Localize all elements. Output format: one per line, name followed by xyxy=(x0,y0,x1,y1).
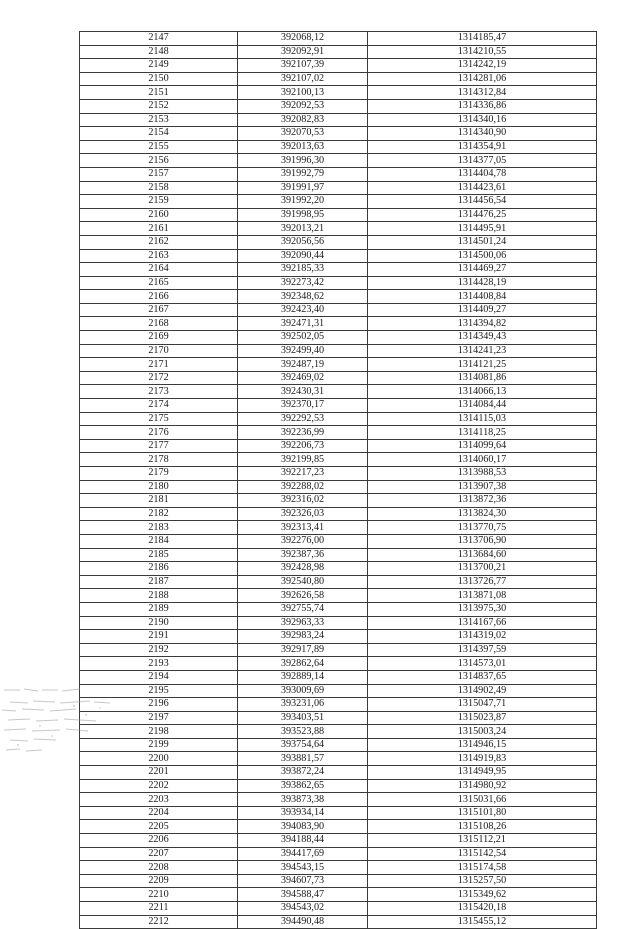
table-row xyxy=(80,72,597,86)
table-row xyxy=(80,793,597,807)
y-coordinate-cell: 1315142,54 xyxy=(368,847,597,861)
table-row xyxy=(80,439,597,453)
table-row xyxy=(80,86,597,100)
y-coordinate-cell: 1314500,06 xyxy=(368,249,597,263)
table-row xyxy=(80,358,597,372)
point-number-cell: 2179 xyxy=(80,467,238,481)
y-coordinate-cell: 1314409,27 xyxy=(368,303,597,317)
y-coordinate-cell: 1315174,58 xyxy=(368,861,597,875)
point-number-cell: 2148 xyxy=(80,45,238,59)
table-row xyxy=(80,32,597,46)
y-coordinate-cell: 1314099,64 xyxy=(368,439,597,453)
x-coordinate-cell: 393754,64 xyxy=(238,738,368,752)
point-number-cell: 2158 xyxy=(80,181,238,195)
point-number-cell: 2147 xyxy=(80,32,238,46)
x-coordinate-cell: 393862,65 xyxy=(238,779,368,793)
point-number-cell: 2186 xyxy=(80,562,238,576)
table-row xyxy=(80,820,597,834)
point-number-cell: 2168 xyxy=(80,317,238,331)
table-row xyxy=(80,602,597,616)
y-coordinate-cell: 1314919,83 xyxy=(368,752,597,766)
x-coordinate-cell: 392316,02 xyxy=(238,494,368,508)
x-coordinate-cell: 392469,02 xyxy=(238,371,368,385)
table-row xyxy=(80,616,597,630)
y-coordinate-cell: 1314336,86 xyxy=(368,99,597,113)
point-number-cell: 2178 xyxy=(80,453,238,467)
y-coordinate-cell: 1314902,49 xyxy=(368,684,597,698)
y-coordinate-cell: 1315455,12 xyxy=(368,915,597,929)
table-row xyxy=(80,453,597,467)
y-coordinate-cell: 1315349,62 xyxy=(368,888,597,902)
table-row xyxy=(80,467,597,481)
point-number-cell: 2199 xyxy=(80,738,238,752)
table-row xyxy=(80,902,597,916)
point-number-cell: 2208 xyxy=(80,861,238,875)
x-coordinate-cell: 394588,47 xyxy=(238,888,368,902)
table-row xyxy=(80,59,597,73)
point-number-cell: 2209 xyxy=(80,874,238,888)
y-coordinate-cell: 1314394,82 xyxy=(368,317,597,331)
y-coordinate-cell: 1313770,75 xyxy=(368,521,597,535)
point-number-cell: 2176 xyxy=(80,426,238,440)
y-coordinate-cell: 1315108,26 xyxy=(368,820,597,834)
x-coordinate-cell: 392626,58 xyxy=(238,589,368,603)
y-coordinate-cell: 1315003,24 xyxy=(368,725,597,739)
table-row xyxy=(80,317,597,331)
table-row xyxy=(80,222,597,236)
y-coordinate-cell: 1314118,25 xyxy=(368,426,597,440)
x-coordinate-cell: 392107,39 xyxy=(238,59,368,73)
x-coordinate-cell: 391996,30 xyxy=(238,154,368,168)
table-row xyxy=(80,657,597,671)
point-number-cell: 2190 xyxy=(80,616,238,630)
x-coordinate-cell: 392013,21 xyxy=(238,222,368,236)
table-row xyxy=(80,507,597,521)
table-row xyxy=(80,263,597,277)
table-row xyxy=(80,195,597,209)
point-number-cell: 2172 xyxy=(80,371,238,385)
point-number-cell: 2163 xyxy=(80,249,238,263)
table-row xyxy=(80,888,597,902)
x-coordinate-cell: 392313,41 xyxy=(238,521,368,535)
x-coordinate-cell: 392107,02 xyxy=(238,72,368,86)
table-row xyxy=(80,208,597,222)
point-number-cell: 2192 xyxy=(80,643,238,657)
y-coordinate-cell: 1314349,43 xyxy=(368,331,597,345)
y-coordinate-cell: 1314281,06 xyxy=(368,72,597,86)
point-number-cell: 2180 xyxy=(80,480,238,494)
table-row xyxy=(80,494,597,508)
point-number-cell: 2189 xyxy=(80,602,238,616)
y-coordinate-cell: 1314949,95 xyxy=(368,766,597,780)
table-row xyxy=(80,589,597,603)
table-row xyxy=(80,154,597,168)
y-coordinate-cell: 1313975,30 xyxy=(368,602,597,616)
table-row xyxy=(80,738,597,752)
table-row xyxy=(80,99,597,113)
x-coordinate-cell: 392082,83 xyxy=(238,113,368,127)
table-row xyxy=(80,711,597,725)
y-coordinate-cell: 1314084,44 xyxy=(368,399,597,413)
point-number-cell: 2201 xyxy=(80,766,238,780)
point-number-cell: 2149 xyxy=(80,59,238,73)
y-coordinate-cell: 1314980,92 xyxy=(368,779,597,793)
x-coordinate-cell: 394490,48 xyxy=(238,915,368,929)
point-number-cell: 2212 xyxy=(80,915,238,929)
point-number-cell: 2167 xyxy=(80,303,238,317)
table-row xyxy=(80,344,597,358)
y-coordinate-cell: 1314340,16 xyxy=(368,113,597,127)
x-coordinate-cell: 393934,14 xyxy=(238,806,368,820)
point-number-cell: 2198 xyxy=(80,725,238,739)
x-coordinate-cell: 394543,15 xyxy=(238,861,368,875)
x-coordinate-cell: 392276,00 xyxy=(238,534,368,548)
point-number-cell: 2164 xyxy=(80,263,238,277)
y-coordinate-cell: 1315420,18 xyxy=(368,902,597,916)
point-number-cell: 2183 xyxy=(80,521,238,535)
point-number-cell: 2204 xyxy=(80,806,238,820)
x-coordinate-cell: 392185,33 xyxy=(238,263,368,277)
table-row xyxy=(80,861,597,875)
x-coordinate-cell: 392755,74 xyxy=(238,602,368,616)
y-coordinate-cell: 1315101,80 xyxy=(368,806,597,820)
x-coordinate-cell: 393872,24 xyxy=(238,766,368,780)
x-coordinate-cell: 392348,62 xyxy=(238,290,368,304)
point-number-cell: 2181 xyxy=(80,494,238,508)
x-coordinate-cell: 392326,03 xyxy=(238,507,368,521)
x-coordinate-cell: 394188,44 xyxy=(238,834,368,848)
y-coordinate-cell: 1314354,91 xyxy=(368,140,597,154)
table-row xyxy=(80,643,597,657)
point-number-cell: 2159 xyxy=(80,195,238,209)
point-number-cell: 2210 xyxy=(80,888,238,902)
point-number-cell: 2196 xyxy=(80,698,238,712)
y-coordinate-cell: 1314167,66 xyxy=(368,616,597,630)
table-row xyxy=(80,331,597,345)
point-number-cell: 2154 xyxy=(80,127,238,141)
table-row xyxy=(80,847,597,861)
y-coordinate-cell: 1313700,21 xyxy=(368,562,597,576)
y-coordinate-cell: 1313726,77 xyxy=(368,575,597,589)
point-number-cell: 2166 xyxy=(80,290,238,304)
y-coordinate-cell: 1314495,91 xyxy=(368,222,597,236)
y-coordinate-cell: 1314319,02 xyxy=(368,630,597,644)
x-coordinate-cell: 392217,23 xyxy=(238,467,368,481)
point-number-cell: 2206 xyxy=(80,834,238,848)
y-coordinate-cell: 1314185,47 xyxy=(368,32,597,46)
y-coordinate-cell: 1314115,03 xyxy=(368,412,597,426)
x-coordinate-cell: 393009,69 xyxy=(238,684,368,698)
x-coordinate-cell: 392862,64 xyxy=(238,657,368,671)
table-row xyxy=(80,167,597,181)
y-coordinate-cell: 1314066,13 xyxy=(368,385,597,399)
y-coordinate-cell: 1314469,27 xyxy=(368,263,597,277)
table-row xyxy=(80,480,597,494)
table-row xyxy=(80,534,597,548)
x-coordinate-cell: 394417,69 xyxy=(238,847,368,861)
x-coordinate-cell: 393873,38 xyxy=(238,793,368,807)
y-coordinate-cell: 1314121,25 xyxy=(368,358,597,372)
x-coordinate-cell: 392540,80 xyxy=(238,575,368,589)
table-row xyxy=(80,290,597,304)
y-coordinate-cell: 1314340,90 xyxy=(368,127,597,141)
y-coordinate-cell: 1313824,30 xyxy=(368,507,597,521)
x-coordinate-cell: 392236,99 xyxy=(238,426,368,440)
point-number-cell: 2162 xyxy=(80,235,238,249)
y-coordinate-cell: 1315031,66 xyxy=(368,793,597,807)
table-row xyxy=(80,371,597,385)
point-number-cell: 2157 xyxy=(80,167,238,181)
table-row xyxy=(80,698,597,712)
y-coordinate-cell: 1315047,71 xyxy=(368,698,597,712)
y-coordinate-cell: 1314456,54 xyxy=(368,195,597,209)
table-row xyxy=(80,630,597,644)
point-number-cell: 2194 xyxy=(80,670,238,684)
y-coordinate-cell: 1314946,15 xyxy=(368,738,597,752)
x-coordinate-cell: 393523,88 xyxy=(238,725,368,739)
point-number-cell: 2155 xyxy=(80,140,238,154)
table-row xyxy=(80,779,597,793)
x-coordinate-cell: 392430,31 xyxy=(238,385,368,399)
point-number-cell: 2202 xyxy=(80,779,238,793)
table-row xyxy=(80,834,597,848)
point-number-cell: 2211 xyxy=(80,902,238,916)
x-coordinate-cell: 392889,14 xyxy=(238,670,368,684)
x-coordinate-cell: 392423,40 xyxy=(238,303,368,317)
table-row xyxy=(80,806,597,820)
x-coordinate-cell: 392206,73 xyxy=(238,439,368,453)
table-row xyxy=(80,303,597,317)
y-coordinate-cell: 1313988,53 xyxy=(368,467,597,481)
x-coordinate-cell: 394083,90 xyxy=(238,820,368,834)
x-coordinate-cell: 394543,02 xyxy=(238,902,368,916)
point-number-cell: 2170 xyxy=(80,344,238,358)
x-coordinate-cell: 392487,19 xyxy=(238,358,368,372)
point-number-cell: 2177 xyxy=(80,439,238,453)
y-coordinate-cell: 1314573,01 xyxy=(368,657,597,671)
y-coordinate-cell: 1313907,38 xyxy=(368,480,597,494)
x-coordinate-cell: 392092,91 xyxy=(238,45,368,59)
table-row xyxy=(80,113,597,127)
table-row xyxy=(80,521,597,535)
y-coordinate-cell: 1313706,90 xyxy=(368,534,597,548)
point-number-cell: 2152 xyxy=(80,99,238,113)
point-number-cell: 2175 xyxy=(80,412,238,426)
x-coordinate-cell: 392963,33 xyxy=(238,616,368,630)
y-coordinate-cell: 1313684,60 xyxy=(368,548,597,562)
table-row xyxy=(80,684,597,698)
x-coordinate-cell: 392502,05 xyxy=(238,331,368,345)
x-coordinate-cell: 392370,17 xyxy=(238,399,368,413)
y-coordinate-cell: 1314404,78 xyxy=(368,167,597,181)
x-coordinate-cell: 392056,56 xyxy=(238,235,368,249)
point-number-cell: 2173 xyxy=(80,385,238,399)
point-number-cell: 2171 xyxy=(80,358,238,372)
x-coordinate-cell: 392499,40 xyxy=(238,344,368,358)
table-row xyxy=(80,766,597,780)
table-row xyxy=(80,915,597,929)
x-coordinate-cell: 391991,97 xyxy=(238,181,368,195)
x-coordinate-cell: 392917,89 xyxy=(238,643,368,657)
table-row xyxy=(80,548,597,562)
y-coordinate-cell: 1314241,23 xyxy=(368,344,597,358)
table-row xyxy=(80,181,597,195)
table-row xyxy=(80,399,597,413)
y-coordinate-cell: 1314377,05 xyxy=(368,154,597,168)
table-row xyxy=(80,235,597,249)
point-number-cell: 2160 xyxy=(80,208,238,222)
point-number-cell: 2153 xyxy=(80,113,238,127)
table-row xyxy=(80,127,597,141)
y-coordinate-cell: 1314081,86 xyxy=(368,371,597,385)
table-row xyxy=(80,249,597,263)
table-row xyxy=(80,752,597,766)
x-coordinate-cell: 394607,73 xyxy=(238,874,368,888)
y-coordinate-cell: 1314060,17 xyxy=(368,453,597,467)
point-number-cell: 2150 xyxy=(80,72,238,86)
point-number-cell: 2156 xyxy=(80,154,238,168)
y-coordinate-cell: 1314423,61 xyxy=(368,181,597,195)
x-coordinate-cell: 392471,31 xyxy=(238,317,368,331)
point-number-cell: 2184 xyxy=(80,534,238,548)
table-row xyxy=(80,140,597,154)
table-row xyxy=(80,276,597,290)
point-number-cell: 2161 xyxy=(80,222,238,236)
point-number-cell: 2188 xyxy=(80,589,238,603)
y-coordinate-cell: 1314837,65 xyxy=(368,670,597,684)
table-row xyxy=(80,670,597,684)
x-coordinate-cell: 393231,06 xyxy=(238,698,368,712)
x-coordinate-cell: 392100,13 xyxy=(238,86,368,100)
x-coordinate-cell: 393881,57 xyxy=(238,752,368,766)
point-number-cell: 2193 xyxy=(80,657,238,671)
coordinates-table xyxy=(79,31,597,929)
point-number-cell: 2187 xyxy=(80,575,238,589)
x-coordinate-cell: 392090,44 xyxy=(238,249,368,263)
x-coordinate-cell: 393403,51 xyxy=(238,711,368,725)
table-row xyxy=(80,45,597,59)
x-coordinate-cell: 392070,53 xyxy=(238,127,368,141)
y-coordinate-cell: 1313871,08 xyxy=(368,589,597,603)
point-number-cell: 2195 xyxy=(80,684,238,698)
y-coordinate-cell: 1314242,19 xyxy=(368,59,597,73)
y-coordinate-cell: 1314312,84 xyxy=(368,86,597,100)
point-number-cell: 2200 xyxy=(80,752,238,766)
x-coordinate-cell: 392068,12 xyxy=(238,32,368,46)
y-coordinate-cell: 1314397,59 xyxy=(368,643,597,657)
point-number-cell: 2197 xyxy=(80,711,238,725)
point-number-cell: 2191 xyxy=(80,630,238,644)
x-coordinate-cell: 392387,36 xyxy=(238,548,368,562)
x-coordinate-cell: 392292,53 xyxy=(238,412,368,426)
point-number-cell: 2205 xyxy=(80,820,238,834)
point-number-cell: 2165 xyxy=(80,276,238,290)
y-coordinate-cell: 1314408,84 xyxy=(368,290,597,304)
y-coordinate-cell: 1313872,36 xyxy=(368,494,597,508)
y-coordinate-cell: 1315257,50 xyxy=(368,874,597,888)
x-coordinate-cell: 392273,42 xyxy=(238,276,368,290)
x-coordinate-cell: 392199,85 xyxy=(238,453,368,467)
point-number-cell: 2151 xyxy=(80,86,238,100)
y-coordinate-cell: 1314501,24 xyxy=(368,235,597,249)
x-coordinate-cell: 392428,98 xyxy=(238,562,368,576)
point-number-cell: 2203 xyxy=(80,793,238,807)
x-coordinate-cell: 392983,24 xyxy=(238,630,368,644)
y-coordinate-cell: 1314210,55 xyxy=(368,45,597,59)
faded-stamp-marks xyxy=(0,682,118,757)
y-coordinate-cell: 1315112,21 xyxy=(368,834,597,848)
point-number-cell: 2169 xyxy=(80,331,238,345)
y-coordinate-cell: 1314428,19 xyxy=(368,276,597,290)
y-coordinate-cell: 1315023,87 xyxy=(368,711,597,725)
point-number-cell: 2207 xyxy=(80,847,238,861)
point-number-cell: 2182 xyxy=(80,507,238,521)
table-row xyxy=(80,874,597,888)
x-coordinate-cell: 392288,02 xyxy=(238,480,368,494)
x-coordinate-cell: 391992,20 xyxy=(238,195,368,209)
table-row xyxy=(80,575,597,589)
x-coordinate-cell: 391998,95 xyxy=(238,208,368,222)
table-row xyxy=(80,426,597,440)
point-number-cell: 2174 xyxy=(80,399,238,413)
point-number-cell: 2185 xyxy=(80,548,238,562)
table-row xyxy=(80,412,597,426)
table-row xyxy=(80,562,597,576)
coordinates-table-body xyxy=(80,32,597,929)
y-coordinate-cell: 1314476,25 xyxy=(368,208,597,222)
table-row xyxy=(80,725,597,739)
x-coordinate-cell: 391992,79 xyxy=(238,167,368,181)
x-coordinate-cell: 392013,63 xyxy=(238,140,368,154)
table-row xyxy=(80,385,597,399)
x-coordinate-cell: 392092,53 xyxy=(238,99,368,113)
